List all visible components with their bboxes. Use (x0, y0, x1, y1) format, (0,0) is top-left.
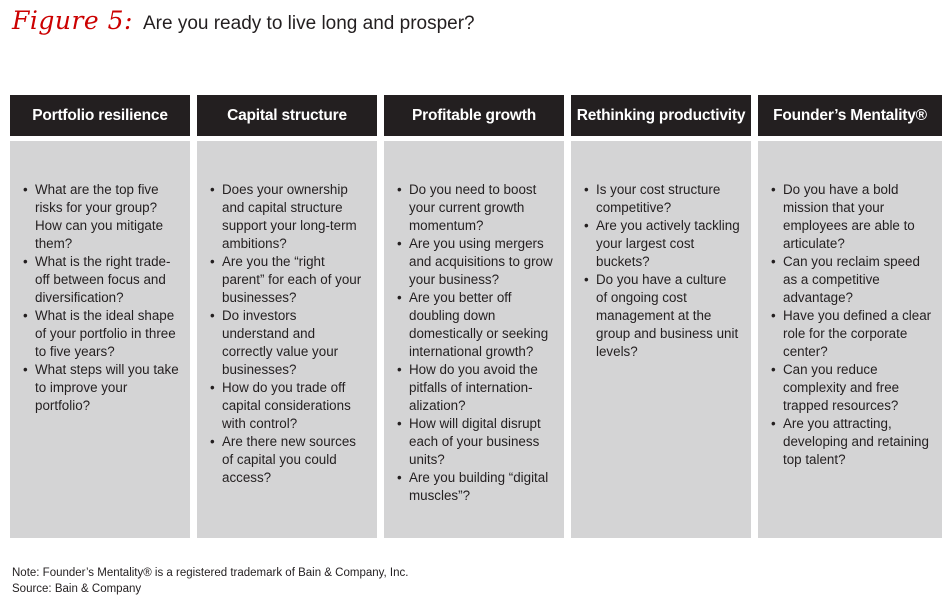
question-list (10, 141, 190, 415)
question-item: • What steps will you take to improve your portfolio? (23, 361, 180, 415)
column-body (384, 141, 564, 538)
column-founders-mentality (758, 95, 942, 538)
footnote: Note: Founder’s Mentality® is a registered trademark of Bain & Company, Inc. (12, 567, 409, 579)
question-item: • How do you avoid the pitfalls of internation-alization? (397, 361, 554, 415)
column-body (758, 141, 942, 538)
question-item: • How will digital disrupt each of your business units? (397, 415, 554, 469)
question-item: • Can you reclaim speed as a competitive advantage? (771, 253, 932, 307)
column-body (10, 141, 190, 538)
question-item: • Are you better off doubling down domestically or seeking international growth? (397, 289, 554, 361)
figure-title (12, 6, 475, 40)
question-columns (10, 95, 942, 538)
question-list (758, 141, 942, 469)
question-item: • Have you defined a clear role for the corporate center? (771, 307, 932, 361)
column-body (197, 141, 377, 538)
question-list (571, 141, 751, 361)
question-item: • What are the top five risks for your group? How can you mitigate them? (23, 181, 180, 253)
column-portfolio-resilience (10, 95, 190, 538)
question-item: • Are you using mergers and acquisitions to grow your business? (397, 235, 554, 289)
question-item: • What is the ideal shape of your portfolio in three to five years? (23, 307, 180, 361)
question-item: • Do you have a culture of ongoing cost management at the group and business unit levels? (584, 271, 741, 361)
column-profitable-growth (384, 95, 564, 538)
column-heading: Profitable growth (384, 95, 564, 136)
question-item: • Are you actively tackling your largest cost buckets? (584, 217, 741, 271)
question-item: • Are you the “right parent” for each of your businesses? (210, 253, 367, 307)
question-item: • Does your ownership and capital structure support your long-term ambitions? (210, 181, 367, 253)
question-item: • Do you need to boost your current growth momentum? (397, 181, 554, 235)
question-item: • Are you building “digital muscles”? (397, 469, 554, 505)
column-heading: Founder’s Mentality® (758, 95, 942, 136)
question-list (197, 141, 377, 487)
question-item: • Is your cost structure competitive? (584, 181, 741, 217)
question-item: • Do investors understand and correctly value your businesses? (210, 307, 367, 379)
question-item: • Can you reduce complexity and free trapped resources? (771, 361, 932, 415)
column-capital-structure (197, 95, 377, 538)
column-body (571, 141, 751, 538)
column-heading: Rethinking productivity (571, 95, 751, 136)
source-note: Source: Bain & Company (12, 583, 142, 595)
question-item: • Are you attracting, developing and retaining top talent? (771, 415, 932, 469)
figure-label: Figure 5: (12, 6, 133, 35)
question-item: • What is the right trade-off between focus and diversification? (23, 253, 180, 307)
question-item: • Do you have a bold mission that your employees are able to articulate? (771, 181, 932, 253)
column-heading: Capital structure (197, 95, 377, 136)
question-item: • Are there new sources of capital you could access? (210, 433, 367, 487)
column-heading: Portfolio resilience (10, 95, 190, 136)
figure-heading: Are you ready to live long and prosper? (142, 13, 475, 34)
column-rethinking-productivity (571, 95, 751, 538)
question-list (384, 141, 564, 505)
question-item: • How do you trade off capital considerations with control? (210, 379, 367, 433)
